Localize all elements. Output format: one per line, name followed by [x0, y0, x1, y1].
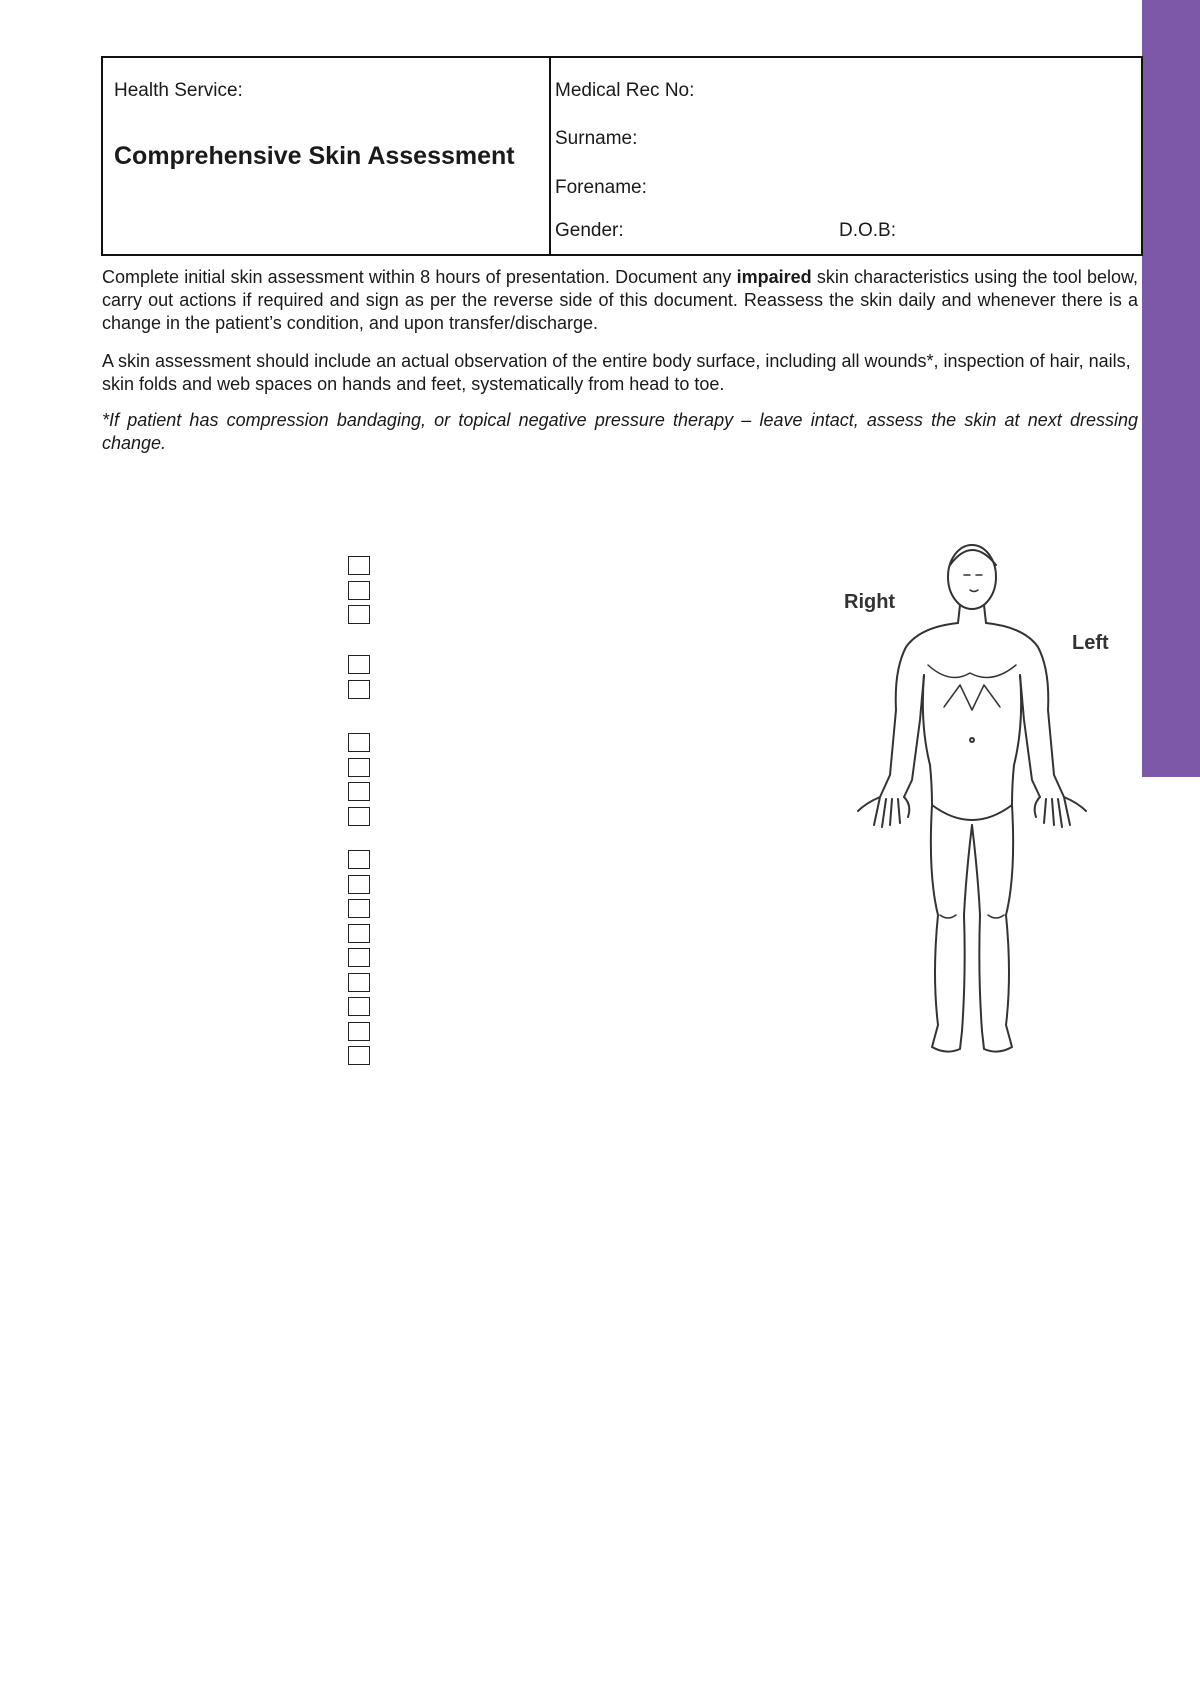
instruction-1-end: skin characteristics using the tool below, carry out actions if required and sign as per the reverse side of this document. Reassess the skin daily and whenever there is a change in the patient’s condition, and upon transfer/discharge. — [102, 267, 1138, 333]
instruction-paragraph-3: *If patient has compression bandaging, or topical negative pressure therapy – leave intact, assess the skin at next dressing change. — [102, 410, 1138, 453]
right-hand — [858, 797, 909, 827]
assessment-checkbox[interactable] — [348, 782, 370, 801]
dob-label: D.O.B: — [839, 220, 897, 241]
left-side-label: Left — [1072, 632, 1109, 654]
head-outline — [948, 545, 996, 609]
medical-rec-label: Medical Rec No: — [555, 80, 695, 101]
assessment-checkbox[interactable] — [348, 605, 370, 624]
right-arm-outer — [880, 623, 958, 797]
assessment-checkbox[interactable] — [348, 680, 370, 699]
assessment-checkbox[interactable] — [348, 1022, 370, 1041]
assessment-checkbox[interactable] — [348, 758, 370, 777]
torso-right-side — [923, 675, 932, 805]
hip-line — [932, 805, 1012, 820]
rib-line — [944, 685, 1000, 710]
left-arm-outer — [986, 623, 1064, 797]
right-side-label: Right — [844, 591, 896, 613]
left-hand — [1035, 797, 1086, 827]
gender-label: Gender: — [555, 220, 624, 241]
form-title: Comprehensive Skin Assessment — [114, 142, 515, 170]
torso-left-side — [1012, 675, 1021, 805]
face-features — [964, 575, 982, 592]
assessment-checkbox[interactable] — [348, 899, 370, 918]
header-left-cell — [103, 58, 551, 254]
right-arm-inner — [904, 675, 924, 797]
assessment-checkbox[interactable] — [348, 733, 370, 752]
left-leg-inner — [972, 825, 982, 1031]
chest-line — [928, 665, 1016, 678]
human-figure-outline — [820, 535, 1140, 1075]
assessment-checkbox[interactable] — [348, 807, 370, 826]
instruction-paragraph-1 — [102, 266, 1138, 335]
left-leg-outer — [982, 805, 1013, 1052]
assessment-checkbox[interactable] — [348, 924, 370, 943]
instruction-1-start: Complete initial skin assessment within 8 hours of presentation. Document any — [102, 267, 737, 287]
assessment-checkbox[interactable] — [348, 997, 370, 1016]
side-color-tab — [1142, 0, 1200, 777]
assessment-checkbox[interactable] — [348, 1046, 370, 1065]
body-diagram — [820, 535, 1140, 1075]
health-service-label: Health Service: — [114, 80, 243, 101]
assessment-checkbox[interactable] — [348, 948, 370, 967]
assessment-checkbox[interactable] — [348, 875, 370, 894]
instruction-paragraph-2: A skin assessment should include an actual observation of the entire body surface, including all wounds*, inspection of hair, nails, skin folds and web spaces on hands and feet, systematically from head to toe. — [102, 351, 1131, 394]
surname-label: Surname: — [555, 128, 638, 149]
forename-label: Forename: — [555, 177, 647, 198]
neck-outline — [958, 605, 986, 623]
navel — [970, 738, 974, 742]
assessment-checkbox[interactable] — [348, 581, 370, 600]
assessment-checkbox[interactable] — [348, 556, 370, 575]
knee-lines — [940, 915, 1004, 918]
instruction-1-emphasis: impaired — [736, 267, 812, 287]
left-arm-inner — [1020, 675, 1040, 797]
right-leg-outer — [931, 805, 962, 1052]
assessment-checkbox[interactable] — [348, 973, 370, 992]
assessment-checkbox[interactable] — [348, 850, 370, 869]
right-leg-inner — [962, 825, 972, 1031]
assessment-checkbox[interactable] — [348, 655, 370, 674]
patient-header-table — [101, 56, 1143, 256]
